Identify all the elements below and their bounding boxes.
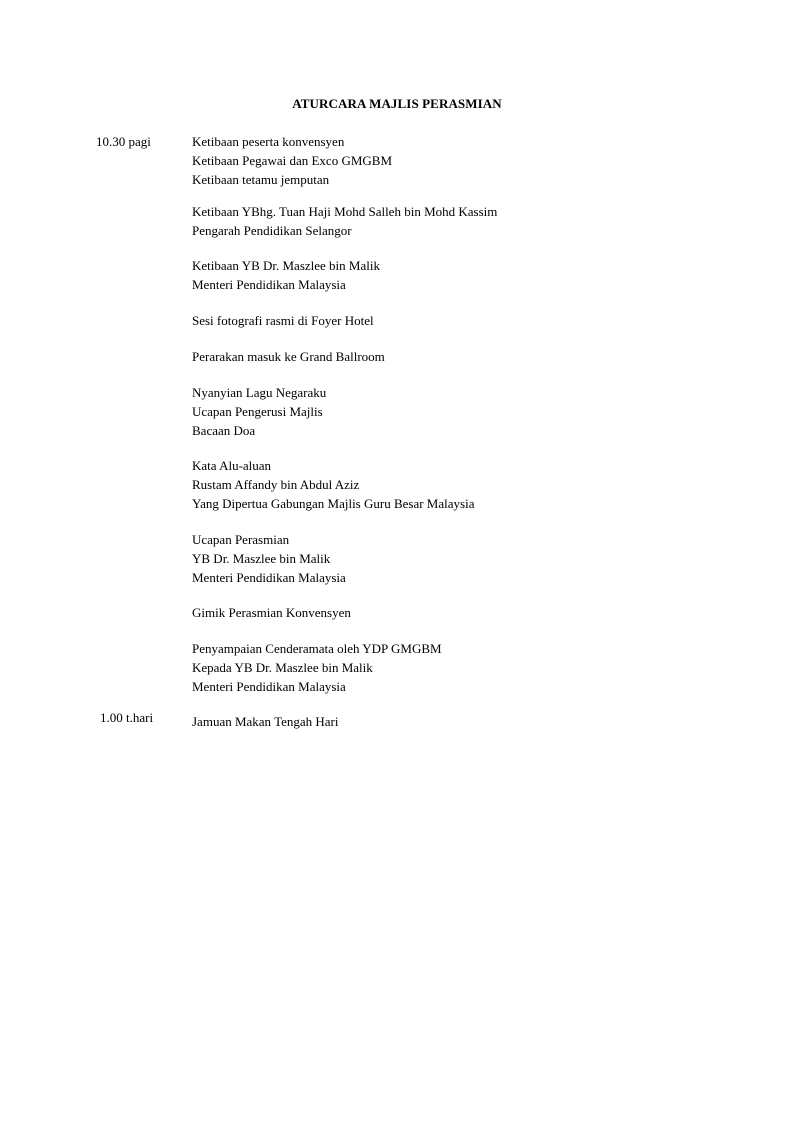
agenda-item: Penyampaian Cenderamata oleh YDP GMGBM xyxy=(192,641,442,656)
agenda-group xyxy=(192,311,752,330)
agenda-item: Menteri Pendidikan Malaysia xyxy=(192,570,346,585)
agenda-item: Ketibaan YBhg. Tuan Haji Mohd Salleh bin Mohd Kassim xyxy=(192,204,498,219)
page-title: ATURCARA MAJLIS PERASMIAN xyxy=(292,96,502,111)
agenda-item: Gimik Perasmian Konvensyen xyxy=(192,605,351,620)
agenda-item: YB Dr. Maszlee bin Malik xyxy=(192,551,331,566)
agenda-item: Ketibaan tetamu jemputan xyxy=(192,172,330,187)
agenda-item: Ketibaan YB Dr. Maszlee bin Malik xyxy=(192,258,380,273)
agenda-item: Pengarah Pendidikan Selangor xyxy=(192,223,352,238)
agenda-group xyxy=(192,530,752,587)
time-label: 10.30 pagi xyxy=(96,134,151,149)
agenda-group xyxy=(192,347,752,366)
agenda-item: Nyanyian Lagu Negaraku xyxy=(192,385,327,400)
agenda-item: Menteri Pendidikan Malaysia xyxy=(192,277,346,292)
agenda-item: Bacaan Doa xyxy=(192,423,256,438)
agenda-item: Jamuan Makan Tengah Hari xyxy=(192,714,339,729)
agenda-group xyxy=(192,256,752,294)
agenda-item: Sesi fotografi rasmi di Foyer Hotel xyxy=(192,313,374,328)
agenda-group xyxy=(192,639,752,696)
time-label: 1.00 t.hari xyxy=(100,710,154,725)
agenda-group xyxy=(192,456,752,513)
agenda-group xyxy=(192,202,752,240)
agenda-item: Ketibaan Pegawai dan Exco GMGBM xyxy=(192,153,393,168)
agenda-item: Perarakan masuk ke Grand Ballroom xyxy=(192,349,385,364)
agenda-item: Menteri Pendidikan Malaysia xyxy=(192,679,346,694)
agenda-item: Kata Alu-aluan xyxy=(192,458,272,473)
agenda-item: Ketibaan peserta konvensyen xyxy=(192,134,345,149)
agenda-item: Ucapan Perasmian xyxy=(192,532,290,547)
agenda-item: Ucapan Pengerusi Majlis xyxy=(192,404,323,419)
agenda-group xyxy=(192,383,752,440)
agenda-group xyxy=(192,712,752,731)
agenda-group xyxy=(192,132,752,189)
agenda-group xyxy=(192,603,752,622)
agenda-item: Rustam Affandy bin Abdul Aziz xyxy=(192,477,360,492)
agenda-item: Yang Dipertua Gabungan Majlis Guru Besar Malaysia xyxy=(192,496,475,511)
agenda-item: Kepada YB Dr. Maszlee bin Malik xyxy=(192,660,373,675)
